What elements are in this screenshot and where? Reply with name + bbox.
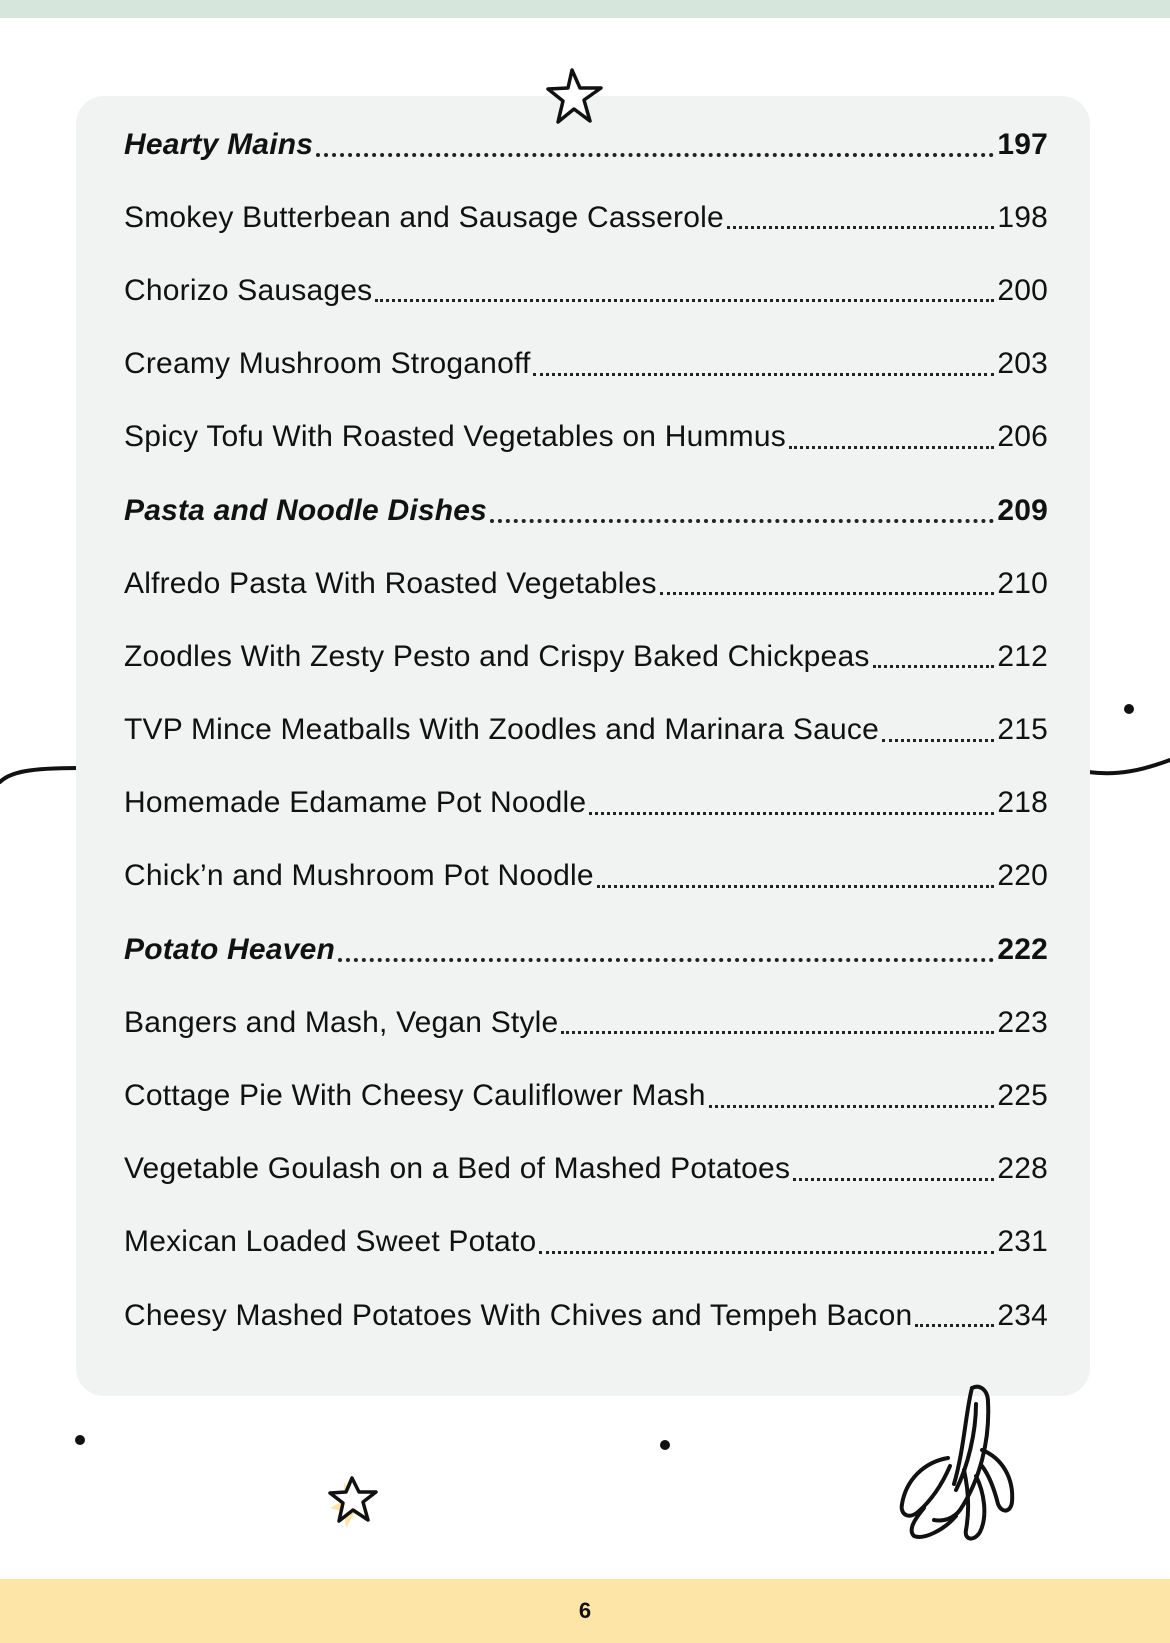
toc-title: Alfredo Pasta With Roasted Vegetables — [124, 566, 657, 600]
footer-band — [0, 1579, 1170, 1643]
dot-leader — [873, 665, 995, 668]
dot-leader — [727, 226, 995, 229]
toc-page-number: 210 — [997, 566, 1048, 600]
dot-leader — [589, 812, 994, 815]
toc-page-number: 203 — [997, 347, 1048, 381]
toc-page-number: 197 — [997, 127, 1048, 161]
toc-section-row[interactable] — [124, 913, 1048, 986]
toc-title: Creamy Mushroom Stroganoff — [124, 347, 531, 381]
toc-title: Hearty Mains — [124, 127, 314, 161]
toc-page-number: 223 — [997, 1005, 1048, 1039]
toc-item-row[interactable] — [124, 181, 1048, 254]
dot — [660, 1440, 670, 1450]
toc-item-row[interactable] — [124, 767, 1048, 840]
top-color-strip — [0, 0, 1170, 18]
toc-title: Chick’n and Mushroom Pot Noodle — [124, 859, 594, 893]
toc-title: Homemade Edamame Pot Noodle — [124, 786, 587, 820]
toc-item-row[interactable] — [124, 547, 1048, 620]
toc-page-number: 228 — [997, 1152, 1048, 1186]
dot-leader — [490, 519, 994, 523]
dot-leader — [561, 1031, 994, 1034]
dot-leader — [915, 1324, 994, 1327]
squiggle-line-right — [1088, 746, 1170, 786]
toc-title: Pasta and Noodle Dishes — [124, 493, 488, 527]
toc-title: Cheesy Mashed Potatoes With Chives and Tempeh Bacon — [124, 1298, 913, 1332]
toc-title: Potato Heaven — [124, 932, 335, 966]
dot-leader — [533, 373, 994, 376]
toc-page-number: 206 — [997, 420, 1048, 454]
toc-title: Chorizo Sausages — [124, 273, 373, 307]
toc-page-number: 234 — [997, 1298, 1048, 1332]
toc-item-row[interactable] — [124, 1279, 1048, 1352]
squiggle-line-left — [0, 760, 80, 800]
dot — [1124, 704, 1134, 714]
toc-page-number: 225 — [997, 1079, 1048, 1113]
toc-page-number: 209 — [997, 493, 1048, 527]
dot-leader — [882, 739, 994, 742]
toc-page-number: 198 — [997, 200, 1048, 234]
toc-title: Smokey Butterbean and Sausage Casserole — [124, 200, 724, 234]
toc-item-row[interactable] — [124, 620, 1048, 693]
toc-item-row[interactable] — [124, 328, 1048, 401]
toc-item-row[interactable] — [124, 1206, 1048, 1279]
toc-title: Bangers and Mash, Vegan Style — [124, 1005, 559, 1039]
toc-page-number: 200 — [997, 273, 1048, 307]
toc-title: Vegetable Goulash on a Bed of Mashed Potatoes — [124, 1152, 791, 1186]
toc-title: Mexican Loaded Sweet Potato — [124, 1225, 537, 1259]
toc-item-row[interactable] — [124, 840, 1048, 913]
dot-leader — [793, 1178, 994, 1181]
dot-leader — [338, 958, 994, 962]
toc-page-number: 218 — [997, 786, 1048, 820]
toc-title: TVP Mince Meatballs With Zoodles and Marinara Sauce — [124, 713, 879, 747]
toc-list — [124, 108, 1048, 1352]
banana-icon — [884, 1380, 1024, 1545]
toc-item-row[interactable] — [124, 1133, 1048, 1206]
star-icon — [544, 66, 608, 128]
dot-leader — [709, 1105, 995, 1108]
toc-page-number: 215 — [997, 713, 1048, 747]
toc-item-row[interactable] — [124, 1059, 1048, 1132]
toc-item-row[interactable] — [124, 986, 1048, 1059]
toc-section-row[interactable] — [124, 474, 1048, 547]
dot — [75, 1435, 85, 1445]
toc-title: Cottage Pie With Cheesy Cauliflower Mash — [124, 1079, 706, 1113]
toc-item-row[interactable] — [124, 694, 1048, 767]
dot-leader — [539, 1251, 994, 1254]
toc-page-number: 212 — [997, 639, 1048, 673]
dot-leader — [316, 153, 994, 157]
star-icon — [322, 1470, 386, 1534]
table-of-contents — [76, 96, 1090, 1396]
toc-page-number: 220 — [997, 859, 1048, 893]
dot-leader — [660, 592, 995, 595]
toc-item-row[interactable] — [124, 401, 1048, 474]
dot-leader — [789, 446, 994, 449]
toc-page-number: 231 — [997, 1225, 1048, 1259]
toc-page-number: 222 — [997, 932, 1048, 966]
toc-title: Spicy Tofu With Roasted Vegetables on Hummus — [124, 420, 786, 454]
page-number: 6 — [578, 1598, 592, 1623]
dot-leader — [375, 299, 994, 302]
toc-item-row[interactable] — [124, 254, 1048, 327]
dot-leader — [597, 885, 995, 888]
toc-title: Zoodles With Zesty Pesto and Crispy Baked Chickpeas — [124, 639, 870, 673]
